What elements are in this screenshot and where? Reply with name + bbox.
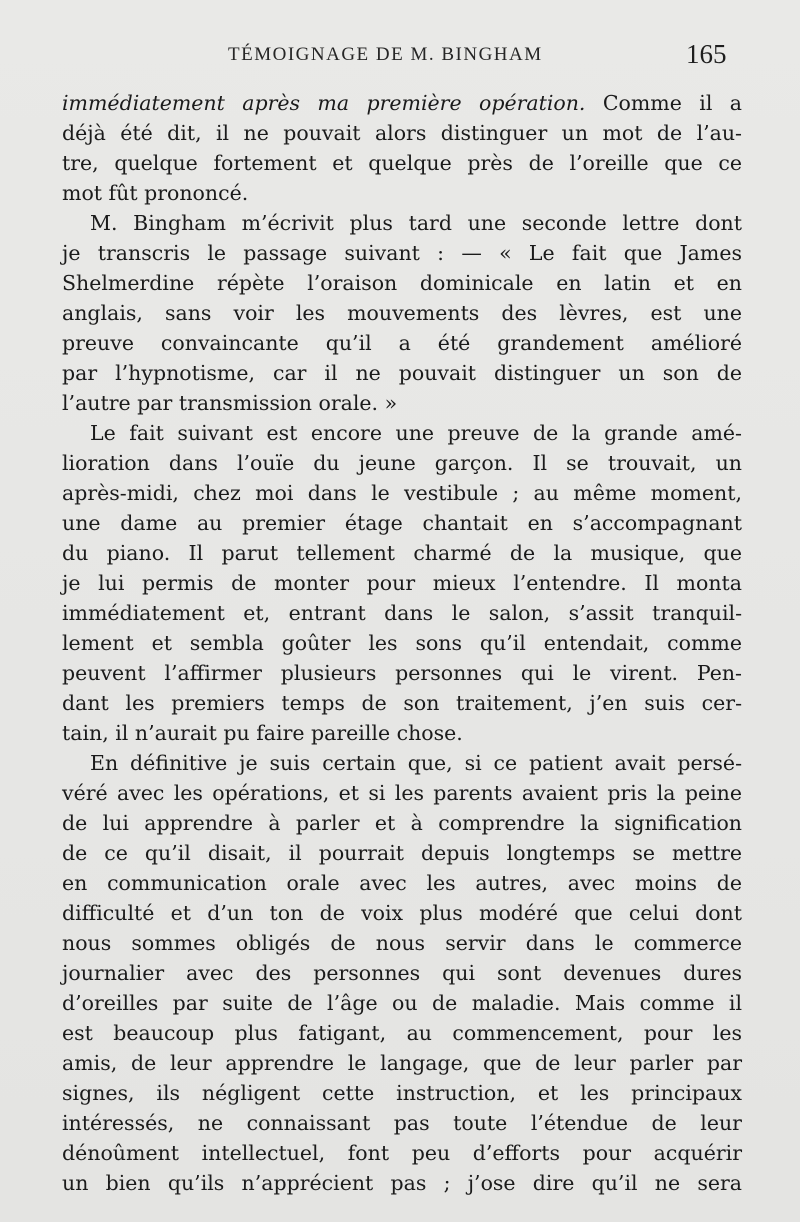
text-line: une dame au premier étage chantait en s’accompagnant bbox=[62, 511, 742, 535]
text-line: tain, il n’aurait pu faire pareille chose. bbox=[62, 721, 463, 745]
text-line: preuve convaincante qu’il a été grandement amélioré bbox=[62, 331, 742, 355]
text-line: Le fait suivant est encore une preuve de la grande amé- bbox=[90, 421, 742, 445]
text-line: Shelmerdine répète l’oraison dominicale en latin et en bbox=[62, 271, 742, 295]
text-line: intéressés, ne connaissant pas toute l’étendue de leur bbox=[62, 1111, 742, 1135]
text-line: après-midi, chez moi dans le vestibule ; au même moment, bbox=[62, 481, 742, 505]
text-line: M. Bingham m’écrivit plus tard une seconde lettre dont bbox=[90, 211, 742, 235]
text-line: du piano. Il parut tellement charmé de la musique, que bbox=[62, 541, 742, 565]
text-line: d’oreilles par suite de l’âge ou de maladie. Mais comme il bbox=[62, 991, 742, 1015]
italic-phrase: immédiatement après ma première opération. bbox=[62, 91, 586, 115]
text-line: lioration dans l’ouïe du jeune garçon. Il se trouvait, un bbox=[62, 451, 742, 475]
text-line: journalier avec des personnes qui sont devenues dures bbox=[62, 961, 742, 985]
page-number: 165 bbox=[686, 39, 727, 69]
running-head bbox=[0, 39, 800, 74]
text-line: difficulté et d’un ton de voix plus modéré que celui dont bbox=[62, 901, 742, 925]
text-line: peuvent l’affirmer plusieurs personnes qui le virent. Pen- bbox=[62, 661, 742, 685]
text-line: amis, de leur apprendre le langage, que de leur parler par bbox=[62, 1051, 742, 1075]
text-line: signes, ils négligent cette instruction, et les principaux bbox=[62, 1081, 742, 1105]
running-head-title: TÉMOIGNAGE DE M. BINGHAM bbox=[228, 44, 543, 65]
text-line: par l’hypnotisme, car il ne pouvait distinguer un son de bbox=[62, 361, 742, 385]
text-line: de lui apprendre à parler et à comprendre la signification bbox=[62, 811, 742, 835]
text-line: En définitive je suis certain que, si ce patient avait persé- bbox=[90, 751, 742, 775]
text-line: est beaucoup plus fatigant, au commencement, pour les bbox=[62, 1021, 742, 1045]
text-line: je transcris le passage suivant : — « Le fait que James bbox=[62, 241, 742, 265]
text-line: je lui permis de monter pour mieux l’entendre. Il monta bbox=[62, 571, 742, 595]
text-line: de ce qu’il disait, il pourrait depuis longtemps se mettre bbox=[62, 841, 742, 865]
text-line: mot fût prononcé. bbox=[62, 181, 249, 205]
text-line: dénoûment intellectuel, font peu d’efforts pour acquérir bbox=[62, 1141, 742, 1165]
text-line: un bien qu’ils n’apprécient pas ; j’ose dire qu’il ne sera bbox=[62, 1171, 742, 1195]
text-line: dant les premiers temps de son traitement, j’en suis cer- bbox=[62, 691, 742, 715]
text-line bbox=[62, 88, 742, 118]
text-line: anglais, sans voir les mouvements des lèvres, est une bbox=[62, 301, 742, 325]
text-line: nous sommes obligés de nous servir dans le commerce bbox=[62, 931, 742, 955]
text-line: en communication orale avec les autres, avec moins de bbox=[62, 871, 742, 895]
text-line: lement et sembla goûter les sons qu’il entendait, comme bbox=[62, 631, 742, 655]
text-line: véré avec les opérations, et si les parents avaient pris la peine bbox=[62, 781, 742, 805]
line-text: Comme il a bbox=[585, 91, 742, 115]
text-line: immédiatement et, entrant dans le salon, s’assit tranquil- bbox=[62, 601, 742, 625]
text-line: l’autre par transmission orale. » bbox=[62, 391, 398, 415]
text-line: tre, quelque fortement et quelque près de l’oreille que ce bbox=[62, 151, 742, 175]
text-line: déjà été dit, il ne pouvait alors distinguer un mot de l’au- bbox=[62, 121, 742, 145]
